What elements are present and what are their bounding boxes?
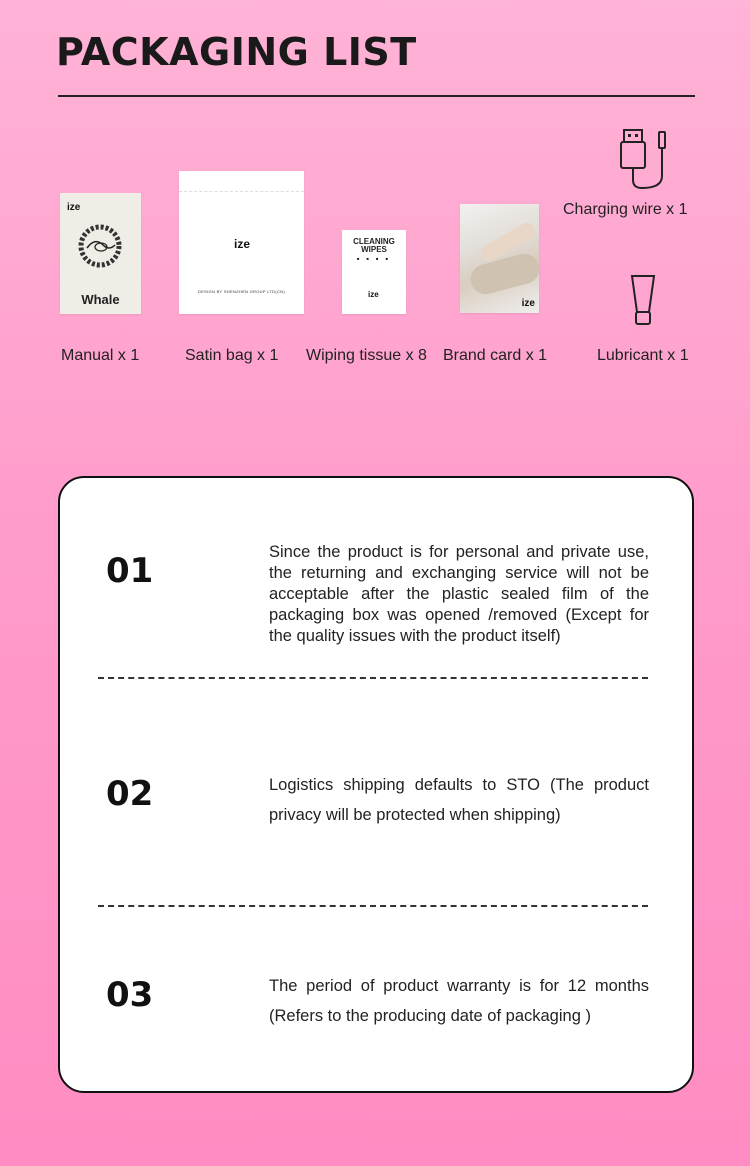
satin-bag-label: Satin bag x 1 xyxy=(185,347,279,364)
notice-number-02: 02 xyxy=(106,774,154,814)
satin-bag-image xyxy=(179,171,304,314)
notice-number-01: 01 xyxy=(106,551,154,591)
usb-cable-icon xyxy=(616,128,668,192)
photo-leg-shape xyxy=(467,250,539,297)
notice-divider-2 xyxy=(98,905,648,907)
brand-card-label: Brand card x 1 xyxy=(443,347,548,364)
notice-divider-1 xyxy=(98,677,648,679)
page-title: PACKAGING LIST xyxy=(56,30,417,74)
lubricant-tube-icon xyxy=(628,274,658,328)
wiping-tissue-image xyxy=(342,230,406,314)
brand-card-logo: ize xyxy=(521,298,535,309)
brand-card-image xyxy=(460,204,539,313)
bag-seam xyxy=(179,191,304,192)
manual-image xyxy=(60,193,141,314)
tissue-heading: CLEANING WIPES xyxy=(353,237,395,254)
whale-emblem-icon xyxy=(77,223,123,269)
notice-text-02: Logistics shipping defaults to STO (The product privacy will be protected when shipping) xyxy=(269,776,649,824)
manual-label: Manual x 1 xyxy=(61,347,140,364)
notice-text-03: The period of product warranty is for 12 months (Refers to the producing date of packaging ) xyxy=(269,977,649,1025)
lubricant-label: Lubricant x 1 xyxy=(597,347,689,364)
notice-number-03: 03 xyxy=(106,975,154,1015)
charging-wire-label: Charging wire x 1 xyxy=(563,201,688,218)
manual-product-name: Whale xyxy=(81,292,120,307)
notice-card xyxy=(58,476,694,1093)
tissue-brand-logo: ize xyxy=(368,290,379,299)
wiping-tissue-label: Wiping tissue x 8 xyxy=(306,347,427,364)
satin-brand-logo: ize xyxy=(234,237,251,251)
satin-fine-print: DESIGN BY SHENZHEN GROUP LTD(CN) xyxy=(198,289,285,294)
notice-text-01: Since the product is for personal and private use, the returning and exchanging service will not be acceptable after the plastic sealed film of the packaging box was opened /removed (Except for the quality issues with the product itself) xyxy=(269,543,649,645)
manual-brand-logo: ize xyxy=(67,202,81,213)
tissue-dots: ■ ■ ■ ■ xyxy=(357,256,391,261)
title-divider xyxy=(58,95,695,97)
